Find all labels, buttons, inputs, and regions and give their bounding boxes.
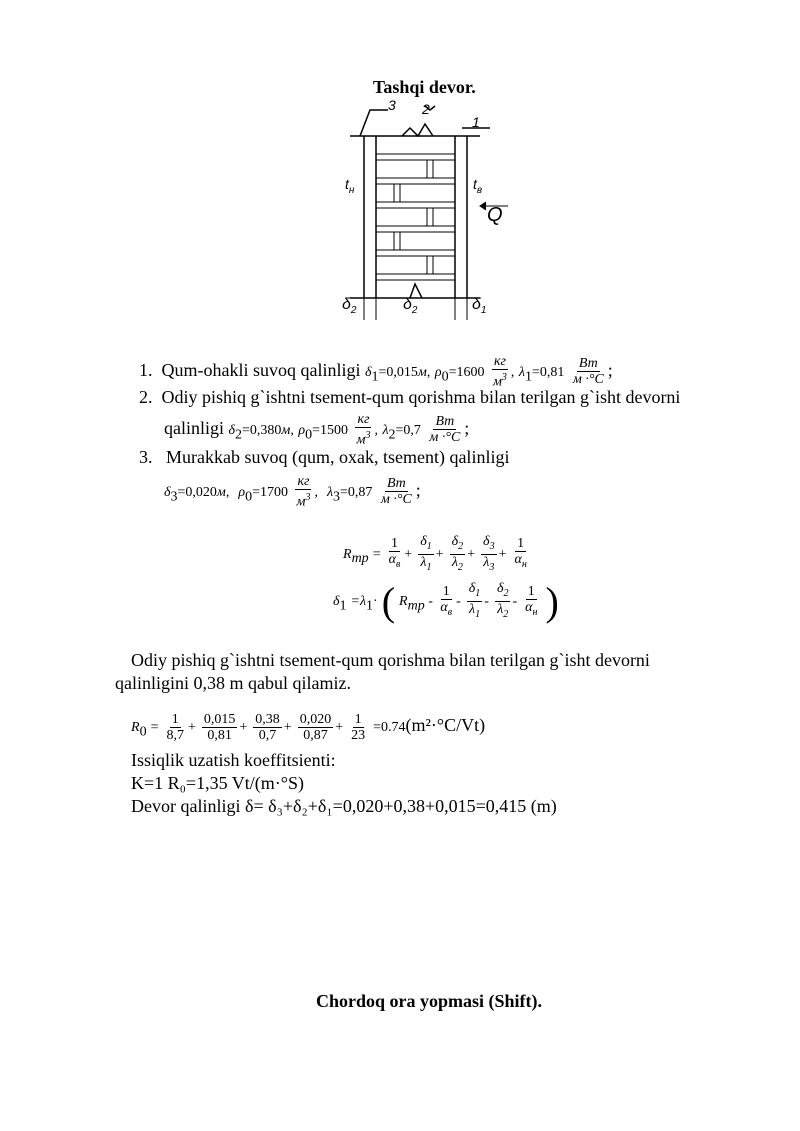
formula-r0: $R_0$ = $\frac{1}{8,7}$ + $\frac{0,015}{0,81}$ + $\frac{0,38}{0,7}$ + $\frac{0,020}{0,87}$ + $\frac{1}{23}$ =0.74(m²·°C/Vt) [131,712,486,743]
label-q: Q [487,204,503,226]
paragraph-line-2: qalinligini 0,38 m qabul qilamiz. [115,673,351,693]
label-tn: $t_н$ [345,176,355,196]
label-tv: $t_в$ [473,176,483,196]
label-1: 1 [472,114,480,130]
line-koeffitsienti: Issiqlik uzatish koeffitsienti: [131,750,336,770]
line-devor-thickness: Devor qalinligi δ= δ₃+δ₂+δ₁=0,020+0,38+0,015=0,415 (m) [131,796,557,816]
label-3: 3 [388,97,396,113]
label-delta-2: $\delta_2$ [403,296,418,317]
section-title-shift: Chordoq ora yopmasi (Shift). [316,991,543,1011]
paragraph-line-1: Odiy pishiq g`ishtni tsement-qum qorishma bilan terilgan g`isht devorni [131,650,650,670]
formula-delta-1: $\delta_1 =\lambda_1\cdot$ ( $R_{тр}$ - $\frac{1}{\alpha_в}$ - $\frac{\delta_1}{\lambda_1}$ - $\frac{\delta_2}{\lambda_2}$ - $\frac{1}{\alpha_н}$ ) [333,579,559,624]
page-title: Tashqi devor. [373,77,476,97]
label-delta-3: $\delta_2$ [342,296,357,317]
list-item-3: 3. Murakkab suvoq (qum, oxak, tsement) qalinligi [139,447,510,467]
label-2: 2 [422,101,430,117]
list-item-1: 1. Qum-ohakli suvoq qalinligi $\delta_1=0,015м$, $\rho_0=1600$ $\frac{кг}{м^3}$ , $\lambda_1=0,81$ $\frac{Вт}{м \cdot^\circ С}$ ; [139,354,613,390]
formula-r-required: $R_{тр}$ = $\frac{1}{\alpha_в}$ + $\frac{\delta_1}{\lambda_1}$ + $\frac{\delta_2}{\lambda_2}$ + $\frac{\delta_3}{\lambda_3}$ + $\frac{1}{\alpha_н}$ [343,534,527,573]
label-delta-1: $\delta_1$ [472,296,487,317]
line-k-value: K=1 R₀=1,35 Vt/(m·°S) [131,773,304,793]
list-item-2: 2. Odiy pishiq g`ishtni tsement-qum qorishma bilan terilgan g`isht devorni [139,387,681,407]
list-item-2-formula: qalinligi $\delta_2=0,380м$, $\rho_0=1500$ $\frac{кг}{м^3}$ , $\lambda_2=0,7$ $\frac{Вт}{м \cdot^\circ С}$ ; [164,412,470,448]
list-item-3-formula: $\delta_3=0,020м$, $\rho_0=1700$ $\frac{кг}{м^3}$ , $\lambda_3=0,87$ $\frac{Вт}{м \cdot^\circ С}$ ; [164,474,421,510]
